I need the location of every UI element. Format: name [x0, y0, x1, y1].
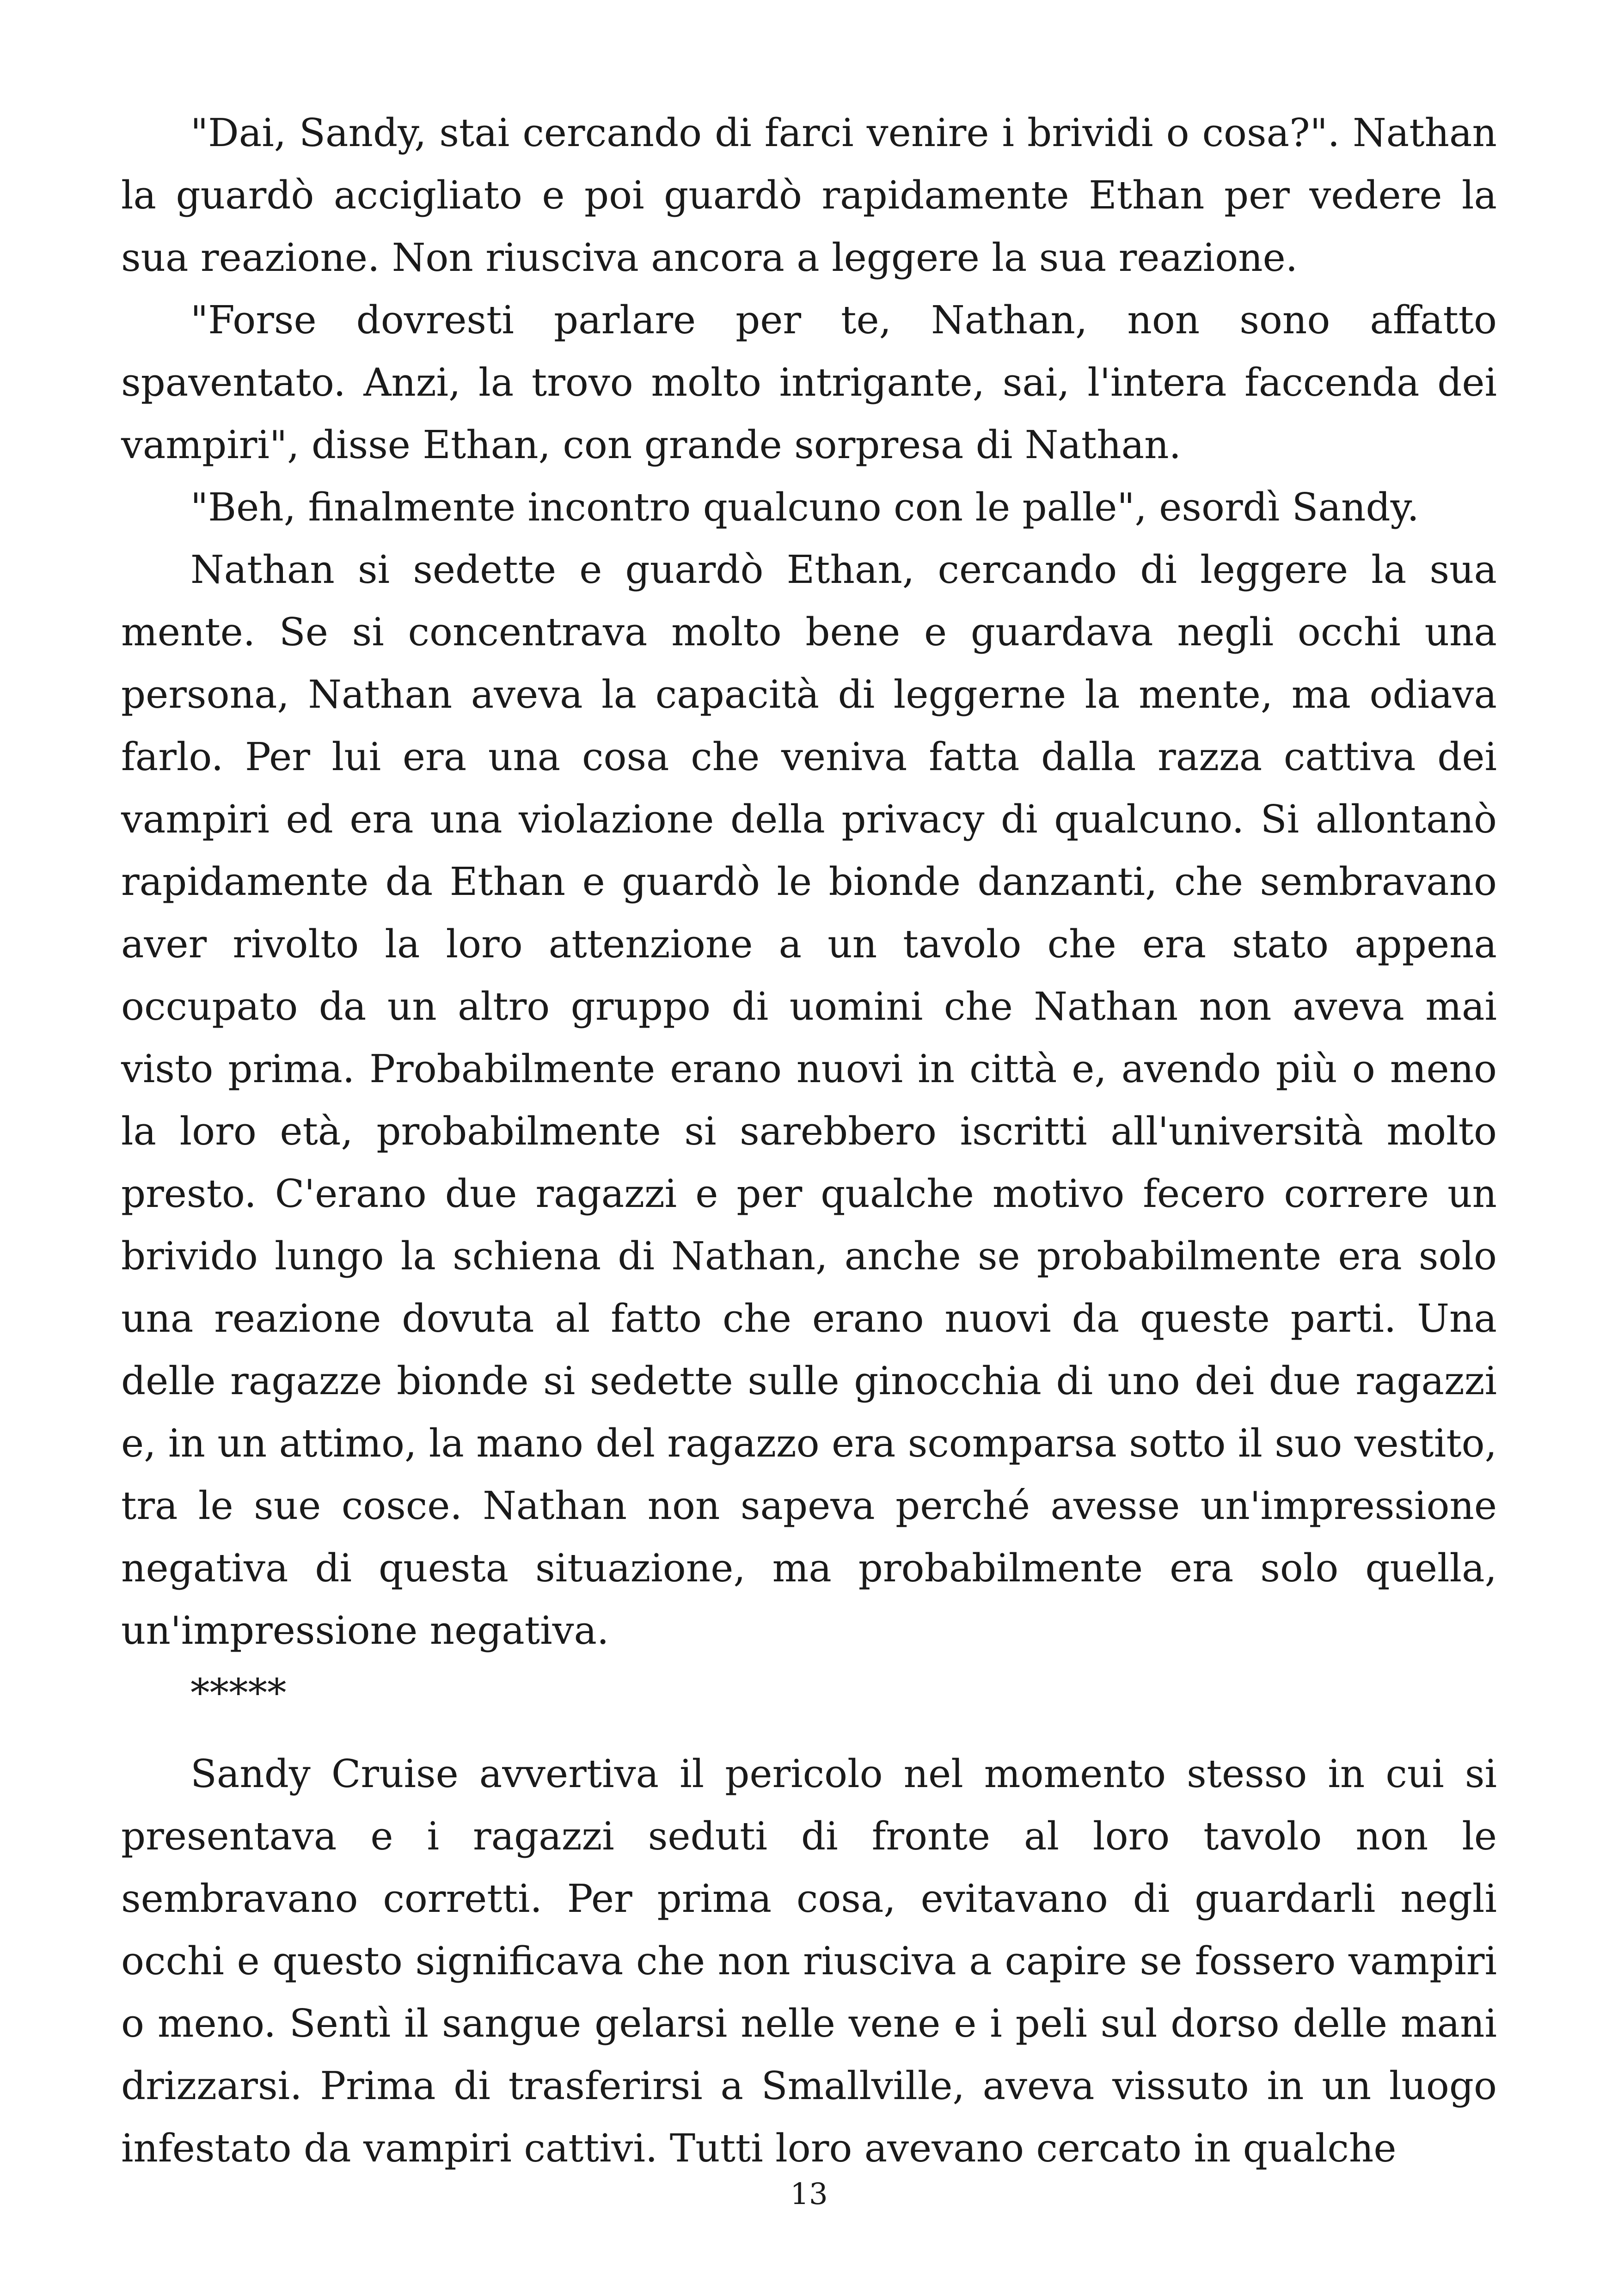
paragraph: Nathan si sedette e guardò Ethan, cercando di leggere la sua mente. Se si concentrava molto bene e guardava negli occhi una persona, Nathan aveva la capacità di leggerne la mente, ma odiava farlo. Per lui era una cosa che veniva fatta dalla razza cattiva dei vampiri ed era una violazione della privacy di qualcuno. Si allontanò rapidamente da Ethan e guardò le bionde danzanti, che sembravano aver rivolto la loro attenzione a un tavolo che era stato appena occupato da un altro gruppo di uomini che Nathan non aveva mai visto prima. Probabilmente erano nuovi in città e, avendo più o meno la loro età, probabilmente si sarebbero iscritti all'università molto presto. C'erano due ragazzi e per qualche motivo fecero correre un brivido lungo la schiena di Nathan, anche se probabilmente era solo una reazione dovuta al fatto che erano nuovi da queste parti. Una delle ragazze bionde si sedette sulle ginocchia di uno dei due ragazzi e, in un attimo, la mano del ragazzo era scomparsa sotto il suo vestito, tra le sue cosce. Nathan non sapeva perché avesse un'impressione negativa di questa situazione, ma probabilmente era solo quella, un'impressione negativa. [121, 547, 1497, 1653]
paragraph: "Beh, finalmente incontro qualcuno con le palle", esordì Sandy. [190, 485, 1419, 530]
body-text [121, 102, 1497, 2180]
paragraph: "Forse dovresti parlare per te, Nathan, non sono affatto spaventato. Anzi, la trovo molto intrigante, sai, l'intera faccenda dei vampiri", disse Ethan, con grande sorpresa di Nathan. [121, 298, 1497, 467]
page-number: 13 [790, 2177, 828, 2211]
paragraph: Sandy Cruise avvertiva il pericolo nel momento stesso in cui si presentava e i ragazzi seduti di fronte al loro tavolo non le sembravano corretti. Per prima cosa, evitavano di guardarli negli occhi e questo significava che non riusciva a capire se fossero vampiri o meno. Sentì il sangue gelarsi nelle vene e i peli sul dorso delle mani drizzarsi. Prima di trasferirsi a Smallville, aveva vissuto in un luogo infestato da vampiri cattivi. Tutti loro avevano cercato in qualche [121, 1751, 1497, 2171]
section-separator: ***** [190, 1671, 287, 1715]
paragraph: "Dai, Sandy, stai cercando di farci venire i brividi o cosa?". Nathan la guardò accigliato e poi guardò rapidamente Ethan per vedere la sua reazione. Non riusciva ancora a leggere la sua reazione. [121, 110, 1497, 280]
